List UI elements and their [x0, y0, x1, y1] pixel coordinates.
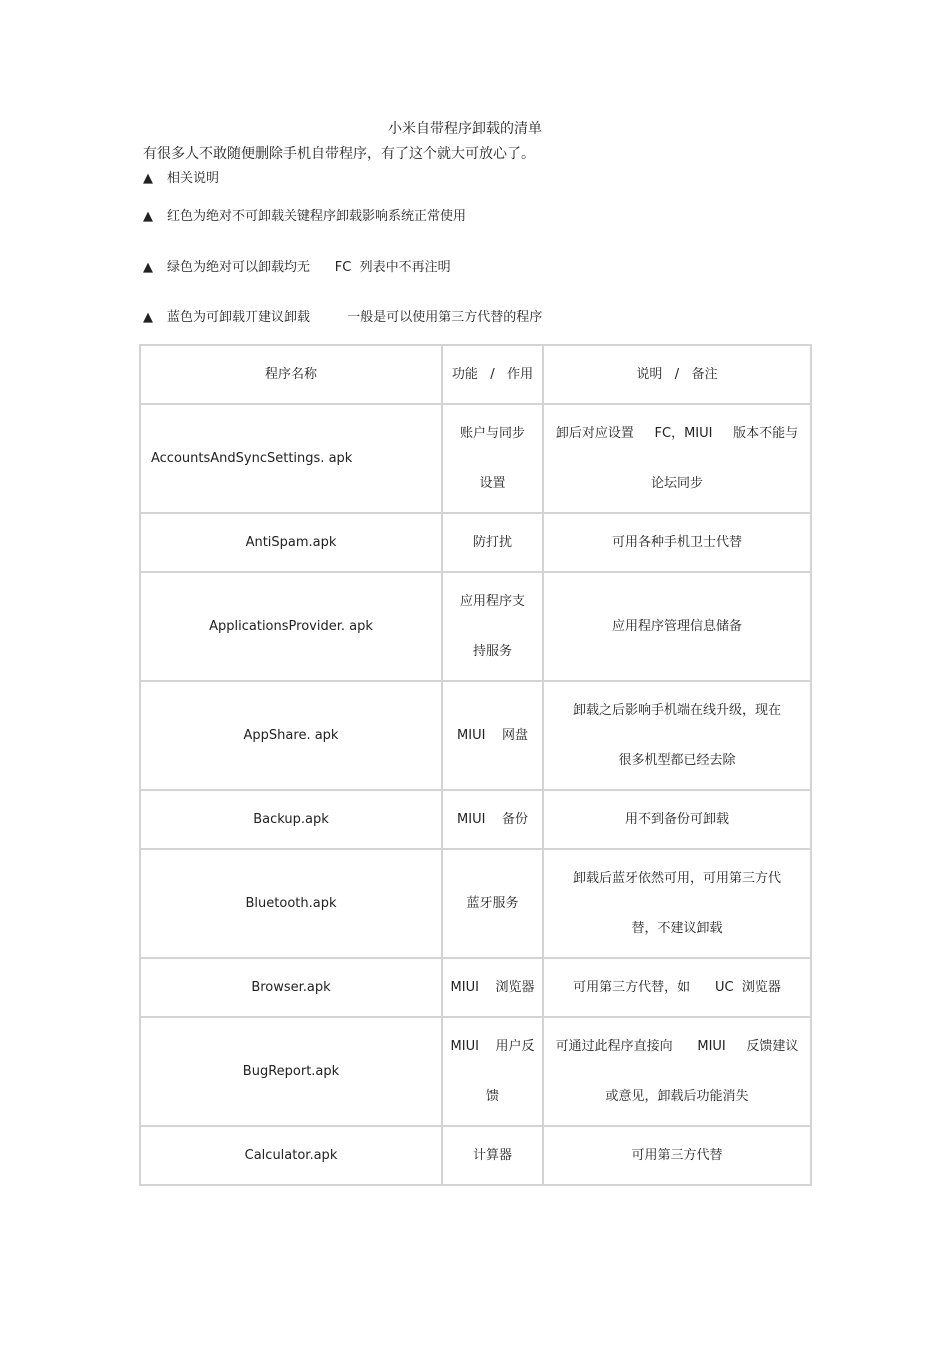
app-name-cell: AppShare. apk	[141, 682, 443, 791]
app-name-cell: Backup.apk	[141, 791, 443, 850]
function-cell: 账户与同步 设置	[443, 405, 544, 514]
table-row	[141, 682, 812, 791]
intro-text: 有很多人不敢随便删除手机自带程序，有了这个就大可放心了。	[143, 146, 535, 162]
table-row	[141, 850, 812, 959]
function-cell: 蓝牙服务	[443, 850, 544, 959]
app-name-cell: Bluetooth.apk	[141, 850, 443, 959]
header-cell: 功能 / 作用	[443, 346, 544, 405]
app-name-cell: AntiSpam.apk	[141, 514, 443, 573]
app-name-cell: BugReport.apk	[141, 1018, 443, 1127]
note-red	[143, 208, 466, 226]
header-cell: 程序名称	[141, 346, 443, 405]
description-cell: 可用各种手机卫士代替	[544, 514, 812, 573]
triangle-icon: ▲	[143, 260, 153, 275]
function-cell: 防打扰	[443, 514, 544, 573]
app-name-cell: ApplicationsProvider. apk	[141, 573, 443, 682]
function-cell: MIUI 网盘	[443, 682, 544, 791]
app-name-cell: AccountsAndSyncSettings. apk	[141, 405, 443, 514]
header-cell: 说明 / 备注	[544, 346, 812, 405]
description-cell: 卸后对应设置 FC，MIUI 版本不能与 论坛同步	[544, 405, 812, 514]
table-row	[141, 514, 812, 573]
app-name-cell: Browser.apk	[141, 959, 443, 1018]
note-text: 相关说明	[167, 171, 220, 186]
triangle-icon: ▲	[143, 171, 153, 186]
note-text: 红色为绝对不可卸载关键程序卸载影响系统正常使用	[167, 209, 467, 224]
description-cell: 应用程序管理信息储备	[544, 573, 812, 682]
note-text: 蓝色为可卸载丌建议卸载 一般是可以使用第三方代替的程序	[167, 310, 543, 325]
function-cell: 计算器	[443, 1127, 544, 1186]
description-cell: 卸载后蓝牙依然可用，可用第三方代 替，不建议卸载	[544, 850, 812, 959]
table-row	[141, 791, 812, 850]
description-cell: 卸载之后影响手机端在线升级，现在 很多机型都已经去除	[544, 682, 812, 791]
note-text: 绿色为绝对可以卸载均无 FC 列表中不再注明	[167, 260, 451, 275]
description-cell: 可通过此程序直接向 MIUI 反馈建议 或意见，卸载后功能消失	[544, 1018, 812, 1127]
app-name-cell: Calculator.apk	[141, 1127, 443, 1186]
description-cell: 可用第三方代替，如 UC 浏览器	[544, 959, 812, 1018]
note-related	[143, 170, 219, 188]
table-row	[141, 959, 812, 1018]
app-table	[139, 344, 810, 1186]
table-row	[141, 1127, 812, 1186]
triangle-icon: ▲	[143, 209, 153, 224]
table-header-row	[141, 346, 812, 405]
description-cell: 用不到备份可卸载	[544, 791, 812, 850]
page-title: 小米自带程序卸载的清单	[388, 121, 542, 137]
function-cell: MIUI 浏览器	[443, 959, 544, 1018]
table-row	[141, 573, 812, 682]
description-cell: 可用第三方代替	[544, 1127, 812, 1186]
note-blue	[143, 309, 542, 327]
triangle-icon: ▲	[143, 310, 153, 325]
note-green	[143, 259, 451, 277]
function-cell: MIUI 备份	[443, 791, 544, 850]
function-cell: MIUI 用户反 馈	[443, 1018, 544, 1127]
table-row	[141, 1018, 812, 1127]
table-row	[141, 405, 812, 514]
function-cell: 应用程序支 持服务	[443, 573, 544, 682]
